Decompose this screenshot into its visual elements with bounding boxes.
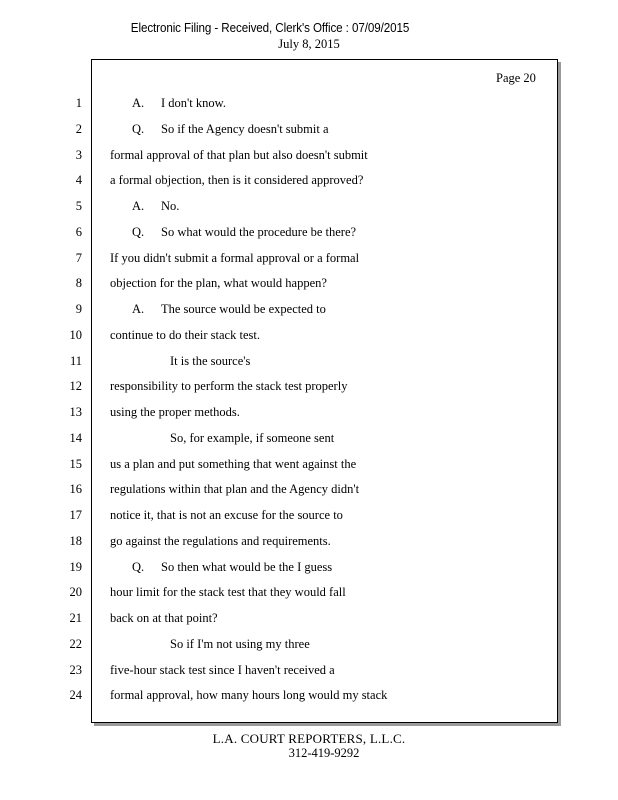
line-number: 17	[69, 508, 82, 522]
speaker-label: Q.	[132, 122, 145, 136]
transcript-line-text: I don't know.	[161, 96, 226, 110]
transcript-line-text: So if I'm not using my three	[170, 637, 310, 651]
line-number: 1	[75, 96, 82, 110]
transcript-line-text: formal approval of that plan but also doesn't submit	[110, 148, 368, 162]
transcript-line-text: notice it, that is not an excuse for the source to	[110, 508, 343, 522]
line-number: 8	[75, 276, 82, 290]
line-number: 18	[69, 534, 82, 548]
transcript-line-text: It is the source's	[170, 354, 251, 368]
line-number: 21	[69, 611, 82, 625]
transcript-line-text: regulations within that plan and the Agency didn't	[110, 482, 360, 496]
line-number: 12	[69, 379, 82, 393]
transcript-line-text: So then what would be the I guess	[161, 560, 333, 574]
line-number: 15	[69, 457, 82, 471]
speaker-label: Q.	[132, 560, 145, 574]
line-number: 13	[69, 405, 82, 419]
filing-stamp: Electronic Filing - Received, Clerk's Office : 07/09/2015	[130, 21, 410, 35]
line-number: 9	[75, 302, 82, 316]
line-number: 7	[75, 251, 82, 265]
transcript-line-text: a formal objection, then is it considered approved?	[110, 173, 364, 187]
transcript-line-text: objection for the plan, what would happen?	[110, 276, 327, 290]
line-number: 19	[69, 560, 82, 574]
speaker-label: A.	[132, 96, 145, 110]
line-number: 22	[69, 637, 82, 651]
transcript-line-text: So, for example, if someone sent	[170, 431, 335, 445]
transcript-line-text: responsibility to perform the stack test properly	[110, 379, 348, 393]
reporter-company: L.A. COURT REPORTERS, L.L.C.	[212, 731, 406, 746]
transcript-line-text: So what would the procedure be there?	[161, 225, 357, 239]
transcript-line-text: five-hour stack test since I haven't received a	[110, 663, 335, 677]
line-number: 23	[69, 663, 82, 677]
line-number: 2	[75, 122, 82, 136]
transcript-line-text: continue to do their stack test.	[110, 328, 260, 342]
line-number: 5	[75, 199, 82, 213]
transcript-line-text: No.	[161, 199, 180, 213]
line-number: 24	[69, 688, 82, 702]
line-number: 11	[69, 354, 82, 368]
transcript-date: July 8, 2015	[278, 37, 340, 51]
transcript-line-text: us a plan and put something that went against the	[110, 457, 357, 471]
speaker-label: A.	[132, 302, 145, 316]
transcript-line-text: So if the Agency doesn't submit a	[161, 122, 329, 136]
line-number: 20	[69, 585, 82, 599]
speaker-label: Q.	[132, 225, 145, 239]
transcript-line-text: go against the regulations and requirements.	[110, 534, 331, 548]
reporter-phone: 312-419-9292	[288, 746, 360, 760]
transcript-line-text: using the proper methods.	[110, 405, 240, 419]
transcript-line-text: The source would be expected to	[161, 302, 326, 316]
speaker-label: A.	[132, 199, 145, 213]
transcript-line-text: back on at that point?	[110, 611, 218, 625]
line-number: 16	[69, 482, 82, 496]
transcript-line-text: hour limit for the stack test that they would fall	[110, 585, 346, 599]
line-number: 4	[75, 173, 82, 187]
transcript-line-text: formal approval, how many hours long would my stack	[110, 688, 388, 702]
line-number: 10	[69, 328, 82, 342]
page-number: Page 20	[496, 71, 536, 85]
line-number: 6	[75, 225, 82, 239]
line-number: 14	[69, 431, 82, 445]
line-number: 3	[75, 148, 82, 162]
transcript-line-text: If you didn't submit a formal approval or a formal	[110, 251, 360, 265]
